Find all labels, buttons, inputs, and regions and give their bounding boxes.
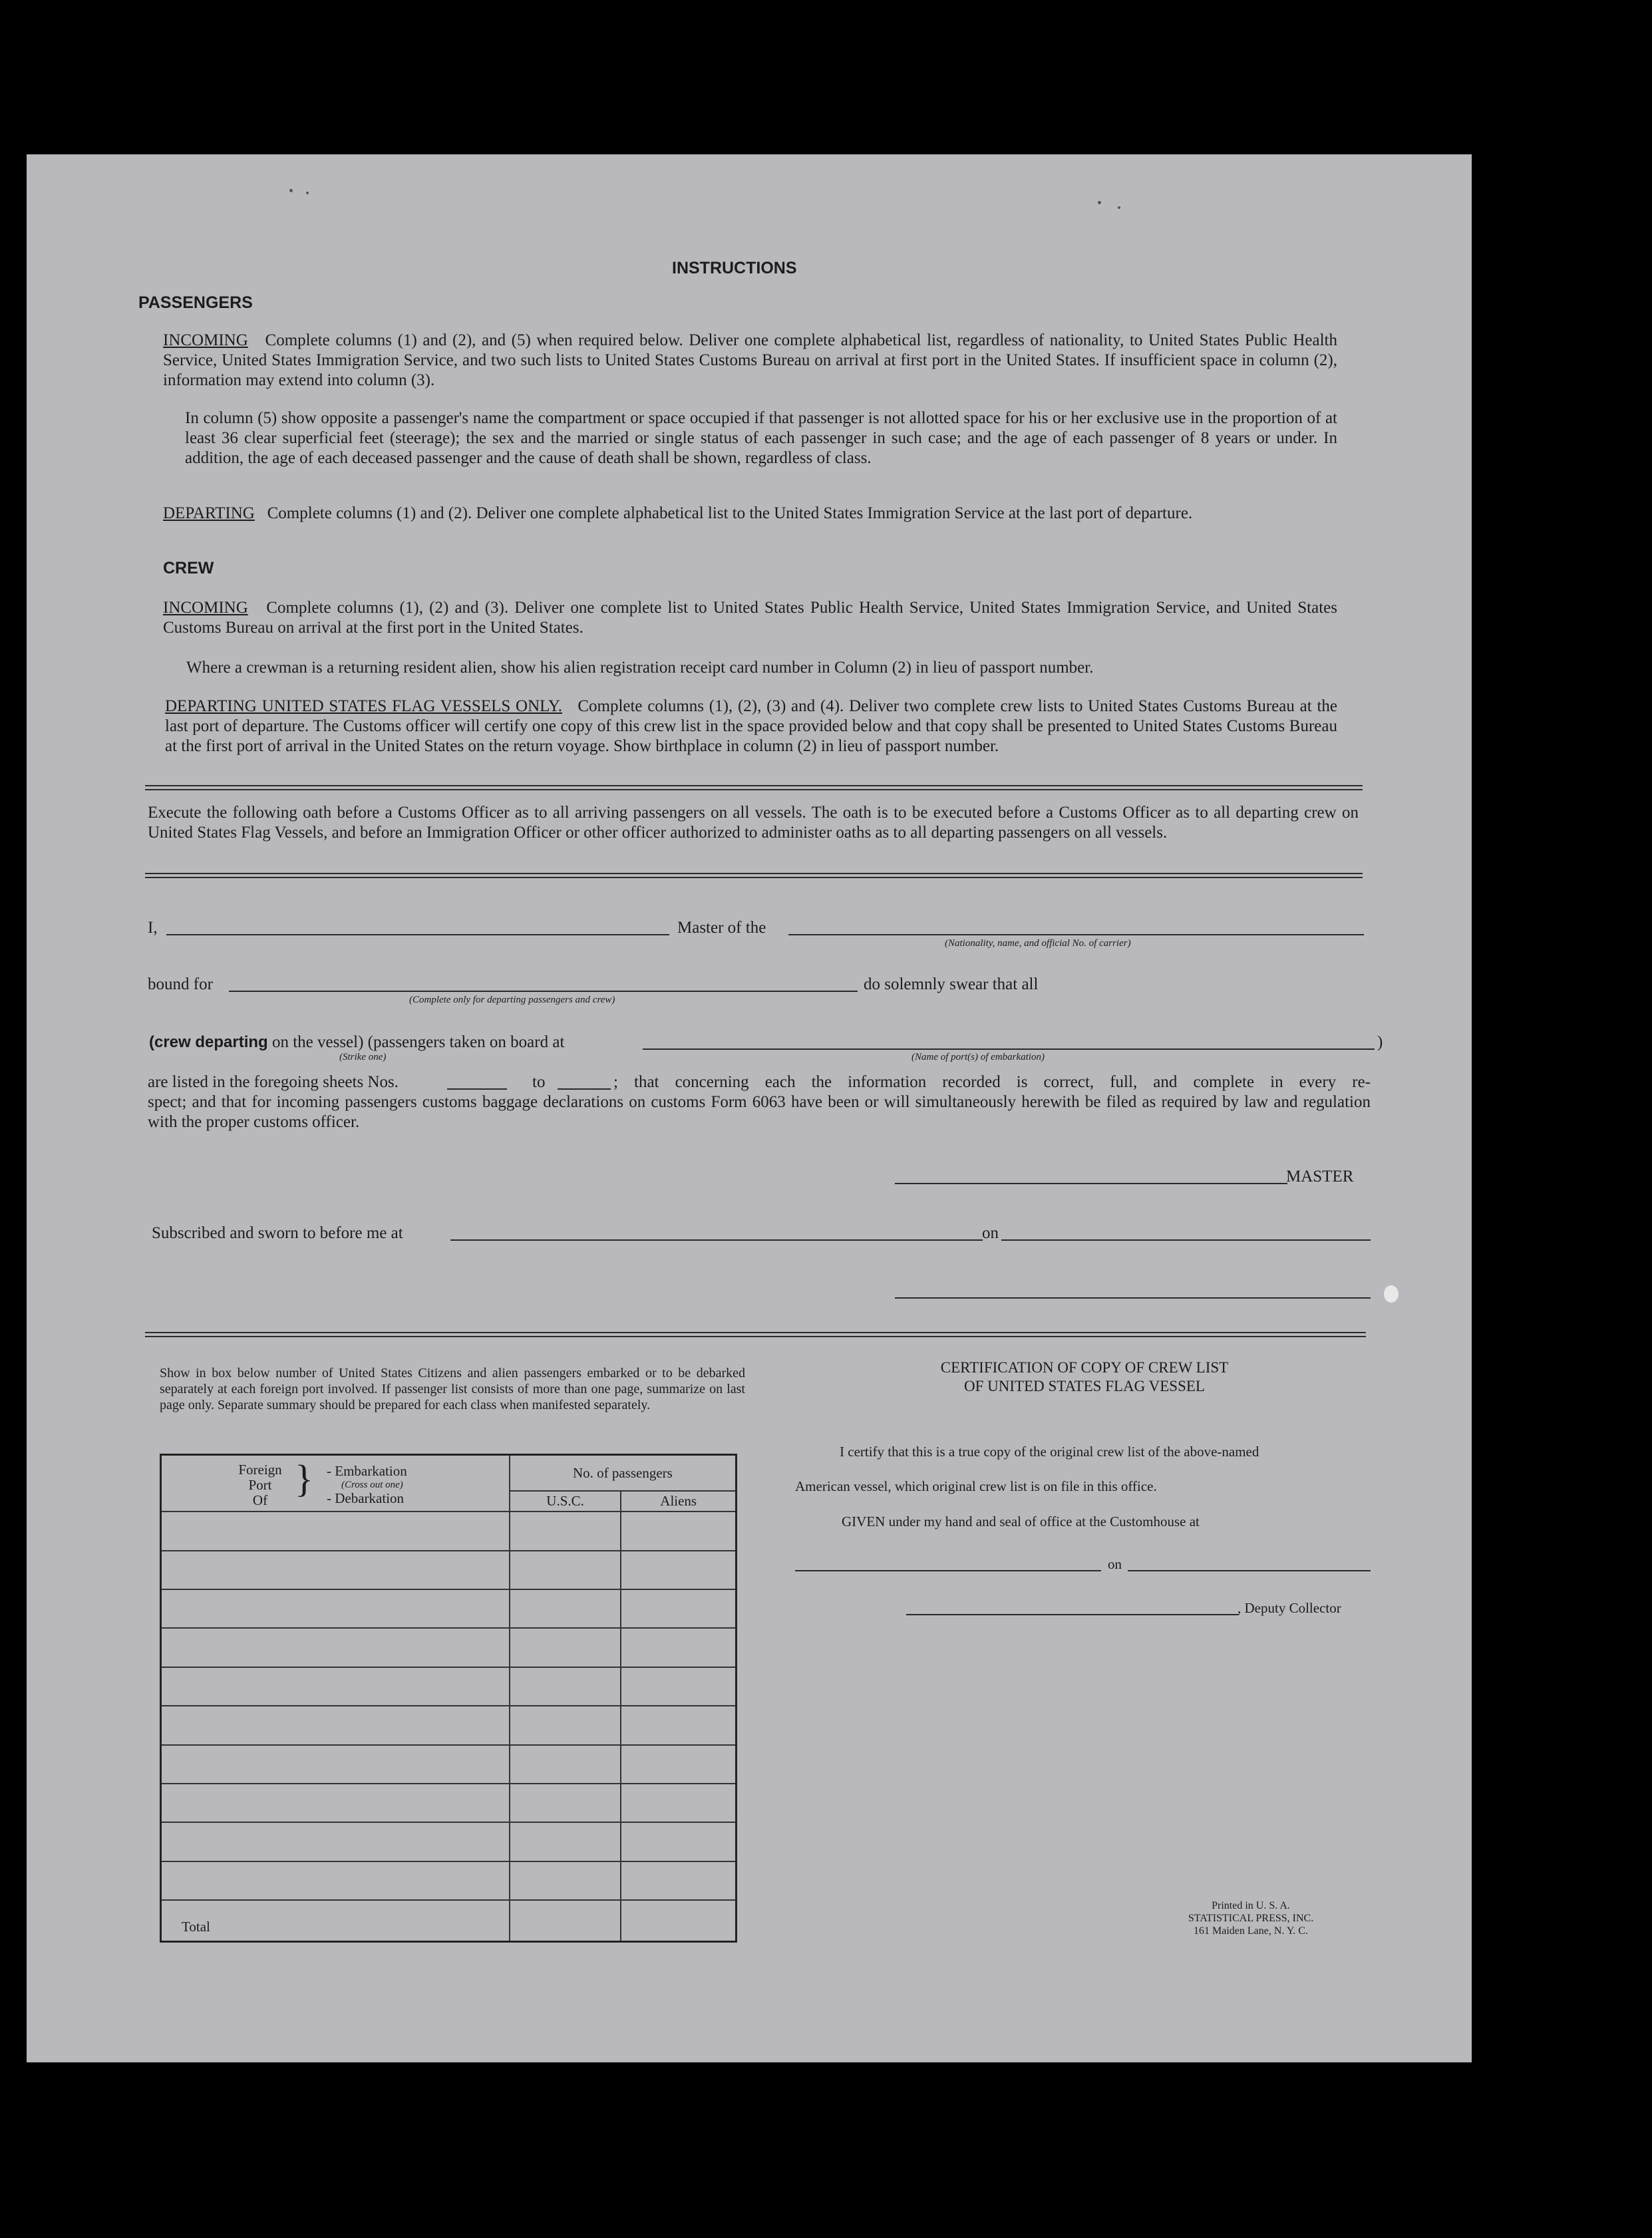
crew-incoming-label: INCOMING (163, 599, 248, 617)
scan-speck (1098, 201, 1101, 204)
crew-incoming-paragraph (163, 598, 1337, 638)
usc-cell[interactable] (510, 1706, 621, 1744)
vessel-field[interactable] (788, 934, 1364, 935)
listed-label: are listed in the foregoing sheets Nos. (148, 1073, 399, 1091)
aliens-cell[interactable] (621, 1628, 736, 1667)
certification-title-line1: CERTIFICATION OF COPY OF CREW LIST (940, 1359, 1229, 1376)
on-label: on (982, 1224, 999, 1242)
cert-on-label: on (1108, 1556, 1122, 1572)
oath-i-label: I, (148, 919, 158, 937)
certify-line1: I certify that this is a true copy of the original crew list of the above-named (840, 1444, 1259, 1460)
complete-only-caption: (Complete only for departing passengers and crew) (409, 995, 615, 1005)
total-label: Total (161, 1900, 510, 1942)
table-row (161, 1667, 737, 1706)
debarkation-label[interactable]: - Debarkation (327, 1490, 405, 1506)
aliens-cell[interactable] (621, 1745, 736, 1784)
column5-paragraph: In column (5) show opposite a passenger's name the compartment or space occupied if that passenger is not allotted space for his or her exclusive use in the proportion of at least 36 clear superficial feet (steerage); the sex and the married or single status of each passenger in such case; and the age of each passenger of 8 years or under. In addition, the age of each deceased passenger and the cause of death shall be shown, regardless of class. (185, 409, 1337, 467)
usc-cell[interactable] (510, 1551, 621, 1589)
strike-one-caption: (Strike one) (339, 1052, 387, 1062)
port-cell[interactable] (161, 1784, 510, 1822)
table-row (161, 1628, 737, 1667)
port-label: Port (248, 1477, 272, 1493)
aliens-cell[interactable] (621, 1784, 736, 1822)
port-cell[interactable] (161, 1512, 510, 1550)
printer-line2: STATISTICAL PRESS, INC. (1188, 1913, 1314, 1924)
passenger-incoming-paragraph (163, 331, 1337, 391)
aliens-cell[interactable] (621, 1706, 736, 1744)
master-signature-field[interactable] (895, 1183, 1287, 1184)
port-cell[interactable] (161, 1745, 510, 1784)
usc-cell[interactable] (510, 1784, 621, 1822)
given-line: GIVEN under my hand and seal of office at the Customhouse at (842, 1514, 1200, 1529)
brace-icon: } (295, 1457, 313, 1500)
table-row (161, 1551, 737, 1589)
subscribed-label: Subscribed and sworn to before me at (152, 1224, 403, 1242)
deputy-collector-label: , Deputy Collector (1238, 1600, 1341, 1616)
printer-line1: Printed in U. S. A. (1212, 1900, 1290, 1911)
double-rule (145, 1332, 1366, 1337)
crew-incoming-text: Complete columns (1), (2) and (3). Deliver one complete list to United States Public Health Service, United States Immigration Service, and United States Customs Bureau on arrival at the first port in the United States. (163, 599, 1337, 637)
nationality-caption: (Nationality, name, and official No. of carrier) (945, 938, 1131, 949)
usc-cell[interactable] (510, 1512, 621, 1550)
master-name-field[interactable] (166, 934, 669, 935)
crew-departing-text: Complete columns (1), (2), (3) and (4). Deliver two complete crew lists to United States Customs Bureau at the last port of departure. The Customs officer will certify one copy of this crew list in the space provided below and that copy shall be presented to United States Customs Bureau at the first port of arrival in the United States on the return voyage. Show birthplace in column (2) in lieu of passport number. (165, 697, 1337, 755)
port-cell[interactable] (161, 1628, 510, 1667)
embarkation-label[interactable]: - Embarkation (327, 1463, 407, 1479)
crew-heading: CREW (163, 559, 214, 577)
table-row (161, 1861, 737, 1900)
swear-label: do solemnly swear that all (864, 975, 1039, 993)
aliens-cell[interactable] (621, 1551, 736, 1589)
port-cell[interactable] (161, 1822, 510, 1861)
passengers-taken-option[interactable]: (passengers taken on board at (367, 1033, 565, 1051)
master-label: MASTER (1286, 1168, 1354, 1186)
embarkation-port-field[interactable] (643, 1048, 1375, 1050)
port-header-cell (161, 1455, 510, 1512)
master-of-label: Master of the (677, 919, 766, 937)
crew-departing-option[interactable]: (crew departing (149, 1033, 268, 1051)
aliens-cell[interactable] (621, 1861, 736, 1900)
usc-cell[interactable] (510, 1667, 621, 1706)
passenger-summary-table (160, 1454, 737, 1943)
sworn-date-field[interactable] (1001, 1239, 1371, 1241)
usc-cell[interactable] (510, 1745, 621, 1784)
port-cell[interactable] (161, 1551, 510, 1589)
customhouse-field[interactable] (795, 1570, 1101, 1571)
bound-for-label: bound for (148, 975, 213, 993)
sheet-to-field[interactable] (558, 1088, 611, 1090)
double-rule (145, 785, 1363, 790)
certification-title-line2: OF UNITED STATES FLAG VESSEL (964, 1378, 1205, 1394)
usc-cell[interactable] (510, 1861, 621, 1900)
passenger-departing-label: DEPARTING (163, 504, 255, 522)
of-label: Of (252, 1492, 268, 1508)
certify-line2: American vessel, which original crew list is on file in this office. (795, 1478, 1157, 1494)
port-cell[interactable] (161, 1706, 510, 1744)
table-row (161, 1784, 737, 1822)
certification-title (898, 1359, 1271, 1396)
aliens-cell[interactable] (621, 1589, 736, 1628)
passengers-heading: PASSENGERS (138, 293, 253, 312)
summary-note: Show in box below number of United States Citizens and alien passengers embarked or to be debarked separately at each foreign port involved. If passenger list consists of more than one page, summarize on last page only. Separate summary should be prepared for each class when manifested separately. (160, 1366, 745, 1412)
foreign-label: Foreign (238, 1462, 282, 1478)
close-paren: ) (1377, 1033, 1383, 1051)
table-row (161, 1589, 737, 1628)
port-cell[interactable] (161, 1667, 510, 1706)
cert-date-field[interactable] (1128, 1570, 1371, 1571)
aliens-cell[interactable] (621, 1667, 736, 1706)
aliens-header: Aliens (621, 1491, 736, 1512)
passenger-departing-paragraph (163, 504, 1337, 524)
passenger-departing-text: Complete columns (1) and (2). Deliver one complete alphabetical list to the United States Immigration Service at the last port of departure. (267, 504, 1193, 522)
total-usc-cell[interactable] (510, 1900, 621, 1942)
deputy-signature-field[interactable] (906, 1614, 1239, 1615)
crew-departing-paragraph (165, 697, 1337, 756)
usc-header: U.S.C. (510, 1491, 621, 1512)
table-row (161, 1745, 737, 1784)
double-rule (145, 873, 1363, 878)
usc-cell[interactable] (510, 1628, 621, 1667)
concerning-text: ; that concerning each the information recorded is correct, full, and complete in every re- (613, 1073, 1371, 1091)
table-row (161, 1822, 737, 1861)
no-passengers-header: No. of passengers (510, 1455, 737, 1492)
aliens-cell[interactable] (621, 1822, 736, 1861)
oath-note: Execute the following oath before a Customs Officer as to all arriving passengers on all vessels. The oath is to be executed before a Customs Officer as to all departing crew on United States Flag Vessels, and before an Immigration Officer or other officer authorized to administer oaths as to all departing passengers on all vessels. (148, 804, 1359, 842)
sworn-place-field[interactable] (450, 1239, 983, 1241)
cross-out-caption: (Cross out one) (341, 1480, 403, 1490)
form-page (27, 154, 1472, 2062)
table-row (161, 1512, 737, 1550)
total-row (161, 1900, 737, 1942)
spect-text: spect; and that for incoming passengers customs baggage declarations on customs Form 6063 have been or will simultaneously herewith be filed as required by law and regulation with the proper customs officer. (148, 1093, 1371, 1131)
scan-speck (306, 192, 309, 194)
passenger-incoming-text: Complete columns (1) and (2), and (5) when required below. Deliver one complete alphabetical list, regardless of nationality, to United States Public Health Service, United States Immigration Service, and two such lists to United States Customs Bureau on arrival at first port in the United States. If insufficient space in column (2), information may extend into column (3). (163, 331, 1337, 389)
printer-line3: 161 Maiden Lane, N. Y. C. (1194, 1925, 1308, 1937)
port-cell[interactable] (161, 1861, 510, 1900)
strike-choice (149, 1033, 564, 1052)
scan-speck (1384, 1285, 1399, 1303)
sheet-from-field[interactable] (447, 1088, 507, 1090)
port-caption: (Name of port(s) of embarkation) (911, 1052, 1045, 1062)
to-label: to (532, 1073, 546, 1091)
on-vessel-text: on the vessel) (271, 1033, 364, 1051)
table-row (161, 1706, 737, 1744)
crew-departing-label: DEPARTING UNITED STATES FLAG VESSELS ONLY. (165, 697, 563, 715)
scan-speck (289, 189, 293, 192)
aliens-cell[interactable] (621, 1512, 736, 1550)
total-aliens-cell[interactable] (621, 1900, 736, 1942)
printer-imprint (1174, 1899, 1327, 1937)
officer-signature-field[interactable] (895, 1297, 1371, 1299)
scan-speck (1118, 206, 1120, 209)
usc-cell[interactable] (510, 1589, 621, 1628)
resident-alien-paragraph: Where a crewman is a returning resident alien, show his alien registration receipt card number in Column (2) in lieu of passport number. (186, 659, 1094, 677)
destination-field[interactable] (229, 991, 858, 992)
instructions-title: INSTRUCTIONS (672, 259, 797, 277)
usc-cell[interactable] (510, 1822, 621, 1861)
passenger-incoming-label: INCOMING (163, 331, 248, 349)
port-cell[interactable] (161, 1589, 510, 1628)
